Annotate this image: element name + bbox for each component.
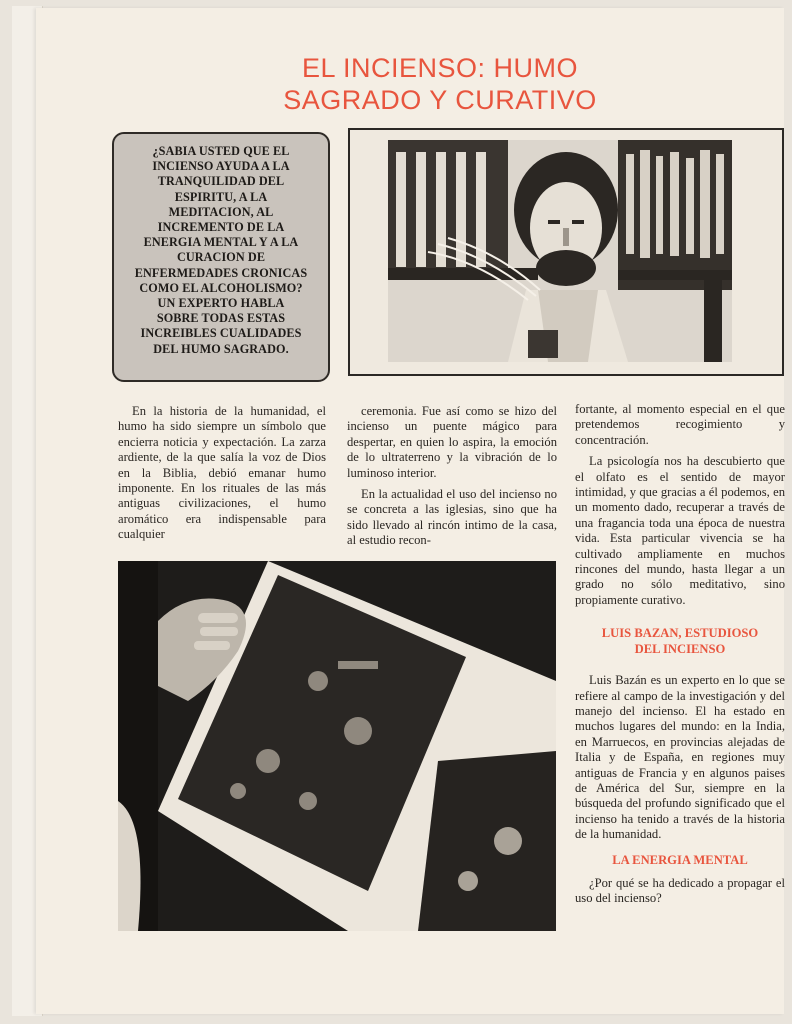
paragraph: ceremonia. Fue así como se hizo del incienso un puente mágico para despertar, en quien lo aspira, la emoción de lo ultraterreno y la vibración de lo luminoso interior. [347,404,557,480]
paragraph: ¿Por qué se ha dedicado a propagar el uso del incienso? [575,875,785,906]
title-line-2: SAGRADO Y CURATIVO [283,85,597,115]
paragraph: Luis Bazán es un experto en lo que se refiere al campo de la investigación y del manejo del incienso. El ha estado en muchos lugares del mundo: en la India, en Marruecos, en provincias alejadas de Italia y de España, en regiones muy antiguas de Francia y en algunos paises de América del Sur, siempre en la búsqueda del profundo significado que el incienso ha tenido a través de la historia de la humanidad. [575,673,785,842]
callout-line: SOBRE TODAS ESTAS [156,311,286,326]
callout-line: DEL HUMO SAGRADO. [153,341,289,356]
paragraph: En la actualidad el uso del incienso no se concreta a las iglesias, sino que ha sido llevado al rincón intimo de la casa, al estudio recon- [347,487,557,548]
paragraph: En la historia de la humanidad, el humo ha sido siempre un símbolo que encierra noticia y expectación. La zarza ardiente, de la que salía la voz de Dios en la Biblia, debió emanar humo imponente. En los rituales de las más antiguas civilizaciones, el humo aromático era indispensable para cualquier [118,404,326,542]
callout-line: MEDITACION, AL [168,204,274,219]
paragraph: La psicología nos ha descubierto que el olfato es el sentido de mayor intimidad, y que gracias a él podemos, en un momento dado, recuperar a través de una fragancia toda una época de nuestra vida. Esta particular vivencia se ha cultivado ampliamente en muchos rincones del mundo, hasta llegar a un grado no sólo meditativo, sino propiamente curativo. [575,454,785,607]
callout-line: ENFERMEDADES CRONICAS [134,265,308,280]
callout-line: INCREMENTO DE LA [157,220,285,235]
callout-box [112,132,330,382]
subheading-luis-bazan [575,626,785,657]
paragraph: fortante, al momento especial en el que pretendemos recogimiento y concentración. [575,402,785,447]
callout-line: CURACION DE [176,250,266,265]
callout-line: ESPIRITU, A LA [174,189,268,204]
portrait-photo [388,140,732,362]
title-line-1: EL INCIENSO: HUMO [301,53,579,83]
callout-line: COMO EL ALCOHOLISMO? [139,280,303,295]
subheading-line: DEL INCIENSO [634,641,726,656]
callout-line: INCREIBLES CUALIDADES [140,326,302,341]
article-column-1 [118,404,326,543]
callout-line: UN EXPERTO HABLA [157,296,285,311]
callout-line: ¿SABIA USTED QUE EL [152,144,290,158]
incense-book-photo [118,561,556,931]
portrait-photo-frame [348,128,784,376]
subheading-line: LUIS BAZAN, ESTUDIOSO [601,626,759,641]
callout-line: ENERGIA MENTAL Y A LA [143,235,299,250]
article-column-3 [575,402,785,907]
article-title [230,52,650,116]
callout-line: INCIENSO AYUDA A LA [152,159,290,174]
subheading-energia-mental: LA ENERGIA MENTAL [612,852,748,867]
callout-line: TRANQUILIDAD DEL [157,174,285,189]
article-column-2 [347,404,557,549]
